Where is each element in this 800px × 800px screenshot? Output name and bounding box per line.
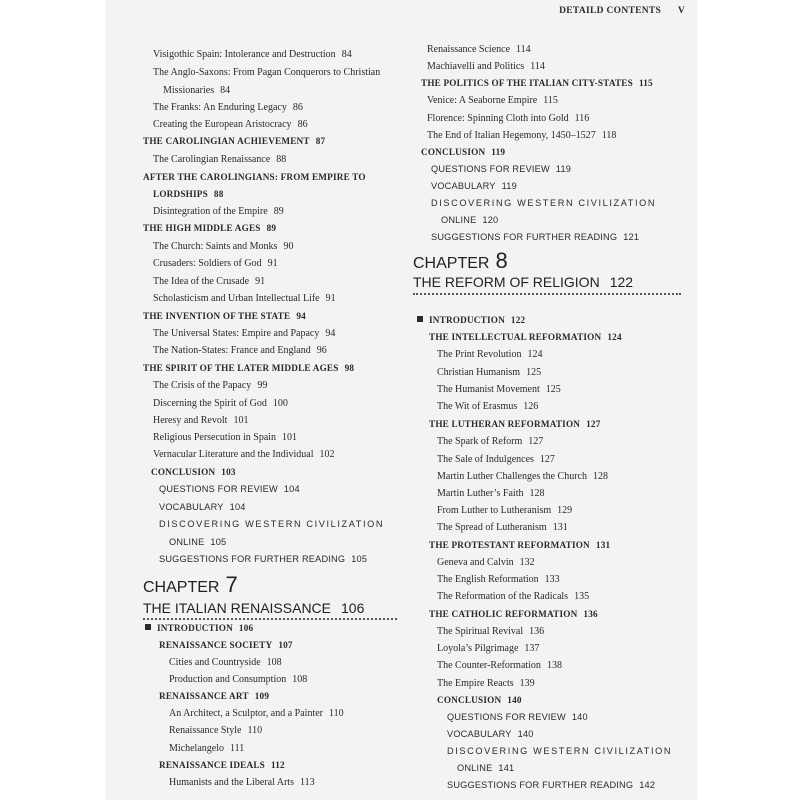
toc-section: CONCLUSION 119 bbox=[421, 147, 506, 157]
toc-entry: Venice: A Seaborne Empire 115 bbox=[427, 95, 558, 106]
toc-entry: DISCOVERING WESTERN CIVILIZATION bbox=[447, 746, 673, 756]
toc-entry: Missionaries 84 bbox=[163, 85, 231, 96]
toc-entry: Machiavelli and Politics 114 bbox=[427, 61, 545, 72]
chapter-title-8: THE REFORM OF RELIGION 122 bbox=[413, 274, 634, 290]
toc-entry: The Sale of Indulgences 127 bbox=[437, 454, 555, 465]
toc-entry: Scholasticism and Urban Intellectual Life 91 bbox=[153, 293, 336, 304]
toc-entry: The Universal States: Empire and Papacy 94 bbox=[153, 328, 336, 339]
toc-entry: QUESTIONS FOR REVIEW 104 bbox=[159, 484, 300, 494]
toc-entry: VOCABULARY 104 bbox=[159, 502, 246, 512]
toc-entry: Renaissance Science 114 bbox=[427, 44, 531, 55]
toc-entry: Florence: Spinning Cloth into Gold 116 bbox=[427, 113, 590, 124]
toc-entry: SUGGESTIONS FOR FURTHER READING 142 bbox=[447, 780, 656, 790]
toc-section: RENAISSANCE SOCIETY 107 bbox=[159, 640, 293, 650]
toc-entry: From Luther to Lutheranism 129 bbox=[437, 505, 573, 516]
toc-section: LORDSHIPS 88 bbox=[153, 189, 224, 199]
running-title: DETAILD CONTENTS bbox=[559, 6, 662, 16]
chapter-rule bbox=[413, 293, 681, 295]
toc-entry: Production and Consumption 108 bbox=[169, 674, 308, 685]
toc-entry: Crusaders: Soldiers of God 91 bbox=[153, 258, 278, 269]
toc-entry: Discerning the Spirit of God 100 bbox=[153, 398, 288, 409]
toc-section: THE INTELLECTUAL REFORMATION 124 bbox=[429, 332, 622, 342]
toc-entry: DISCOVERING WESTERN CIVILIZATION bbox=[159, 519, 385, 529]
toc-entry: ONLINE 141 bbox=[457, 763, 515, 773]
toc-entry: An Architect, a Sculptor, and a Painter 110 bbox=[169, 708, 344, 719]
toc-entry: The Anglo-Saxons: From Pagan Conquerors to Christian bbox=[153, 67, 381, 78]
toc-entry: The Empire Reacts 139 bbox=[437, 678, 535, 689]
toc-section: CONCLUSION 103 bbox=[151, 467, 236, 477]
toc-section: INTRODUCTION 122 bbox=[417, 312, 525, 330]
toc-section: THE PROTESTANT REFORMATION 131 bbox=[429, 540, 611, 550]
toc-entry: The Spread of Lutheranism 131 bbox=[437, 522, 568, 533]
toc-entry: QUESTIONS FOR REVIEW 119 bbox=[431, 164, 572, 174]
toc-entry: Humanists and the Liberal Arts 113 bbox=[169, 777, 315, 788]
toc-entry: DISCOVERING WESTERN CIVILIZATION bbox=[431, 198, 657, 208]
toc-entry: The Spiritual Revival 136 bbox=[437, 626, 545, 637]
toc-entry: Loyola’s Pilgrimage 137 bbox=[437, 643, 540, 654]
toc-section: INTRODUCTION 106 bbox=[145, 620, 253, 638]
bullet-icon bbox=[145, 624, 151, 630]
toc-entry: The Idea of the Crusade 91 bbox=[153, 276, 266, 287]
toc-entry: The Counter-Reformation 138 bbox=[437, 660, 562, 671]
toc-entry: SUGGESTIONS FOR FURTHER READING 105 bbox=[159, 554, 368, 564]
toc-section: RENAISSANCE IDEALS 112 bbox=[159, 760, 285, 770]
chapter-heading-8: CHAPTER 8 bbox=[413, 248, 508, 273]
toc-entry: The Print Revolution 124 bbox=[437, 349, 543, 360]
chapter-title-7: THE ITALIAN RENAISSANCE 106 bbox=[143, 600, 365, 616]
page-number: V bbox=[677, 6, 685, 16]
toc-section: THE HIGH MIDDLE AGES 89 bbox=[143, 223, 277, 233]
toc-entry: Vernacular Literature and the Individual 102 bbox=[153, 449, 335, 460]
toc-entry: VOCABULARY 140 bbox=[447, 729, 534, 739]
toc-entry: The Franks: An Enduring Legacy 86 bbox=[153, 102, 303, 113]
toc-entry: The English Reformation 133 bbox=[437, 574, 560, 585]
toc-entry: Martin Luther’s Faith 128 bbox=[437, 488, 545, 499]
running-header bbox=[535, 6, 685, 16]
toc-section: AFTER THE CAROLINGIANS: FROM EMPIRE TO bbox=[143, 172, 366, 182]
toc-entry: Religious Persecution in Spain 101 bbox=[153, 432, 298, 443]
toc-section: THE POLITICS OF THE ITALIAN CITY-STATES 115 bbox=[421, 78, 653, 88]
toc-entry: The Wit of Erasmus 126 bbox=[437, 401, 539, 412]
toc-entry: Visigothic Spain: Intolerance and Destruction 84 bbox=[153, 49, 352, 60]
toc-entry: The End of Italian Hegemony, 1450–1527 118 bbox=[427, 130, 617, 141]
toc-entry: Cities and Countryside 108 bbox=[169, 657, 282, 668]
toc-section: THE SPIRIT OF THE LATER MIDDLE AGES 98 bbox=[143, 363, 355, 373]
toc-section: THE CAROLINGIAN ACHIEVEMENT 87 bbox=[143, 136, 326, 146]
toc-entry: Martin Luther Challenges the Church 128 bbox=[437, 471, 608, 482]
toc-entry: The Crisis of the Papacy 99 bbox=[153, 380, 268, 391]
toc-section: THE CATHOLIC REFORMATION 136 bbox=[429, 609, 598, 619]
toc-entry: Michelangelo 111 bbox=[169, 743, 245, 754]
chapter-heading-7: CHAPTER 7 bbox=[143, 572, 238, 597]
toc-section: THE LUTHERAN REFORMATION 127 bbox=[429, 419, 601, 429]
toc-entry: The Spark of Reform 127 bbox=[437, 436, 544, 447]
toc-entry: Renaissance Style 110 bbox=[169, 725, 263, 736]
toc-entry: The Reformation of the Radicals 135 bbox=[437, 591, 590, 602]
toc-section: THE INVENTION OF THE STATE 94 bbox=[143, 311, 306, 321]
toc-entry: SUGGESTIONS FOR FURTHER READING 121 bbox=[431, 232, 640, 242]
toc-entry: The Humanist Movement 125 bbox=[437, 384, 561, 395]
toc-entry: The Nation-States: France and England 96 bbox=[153, 345, 327, 356]
toc-section: CONCLUSION 140 bbox=[437, 695, 522, 705]
toc-entry: QUESTIONS FOR REVIEW 140 bbox=[447, 712, 588, 722]
toc-entry: ONLINE 105 bbox=[169, 537, 227, 547]
toc-entry: Geneva and Calvin 132 bbox=[437, 557, 535, 568]
toc-entry: VOCABULARY 119 bbox=[431, 181, 517, 191]
toc-entry: ONLINE 120 bbox=[441, 215, 499, 225]
document-page bbox=[105, 0, 697, 800]
show-through-ghost bbox=[615, 40, 621, 63]
bullet-icon bbox=[417, 316, 423, 322]
toc-entry: Christian Humanism 125 bbox=[437, 367, 542, 378]
toc-entry: The Church: Saints and Monks 90 bbox=[153, 241, 294, 252]
toc-entry: Disintegration of the Empire 89 bbox=[153, 206, 284, 217]
toc-entry: Heresy and Revolt 101 bbox=[153, 415, 249, 426]
toc-entry: The Carolingian Renaissance 88 bbox=[153, 154, 287, 165]
toc-section: RENAISSANCE ART 109 bbox=[159, 691, 270, 701]
toc-entry: Creating the European Aristocracy 86 bbox=[153, 119, 308, 130]
